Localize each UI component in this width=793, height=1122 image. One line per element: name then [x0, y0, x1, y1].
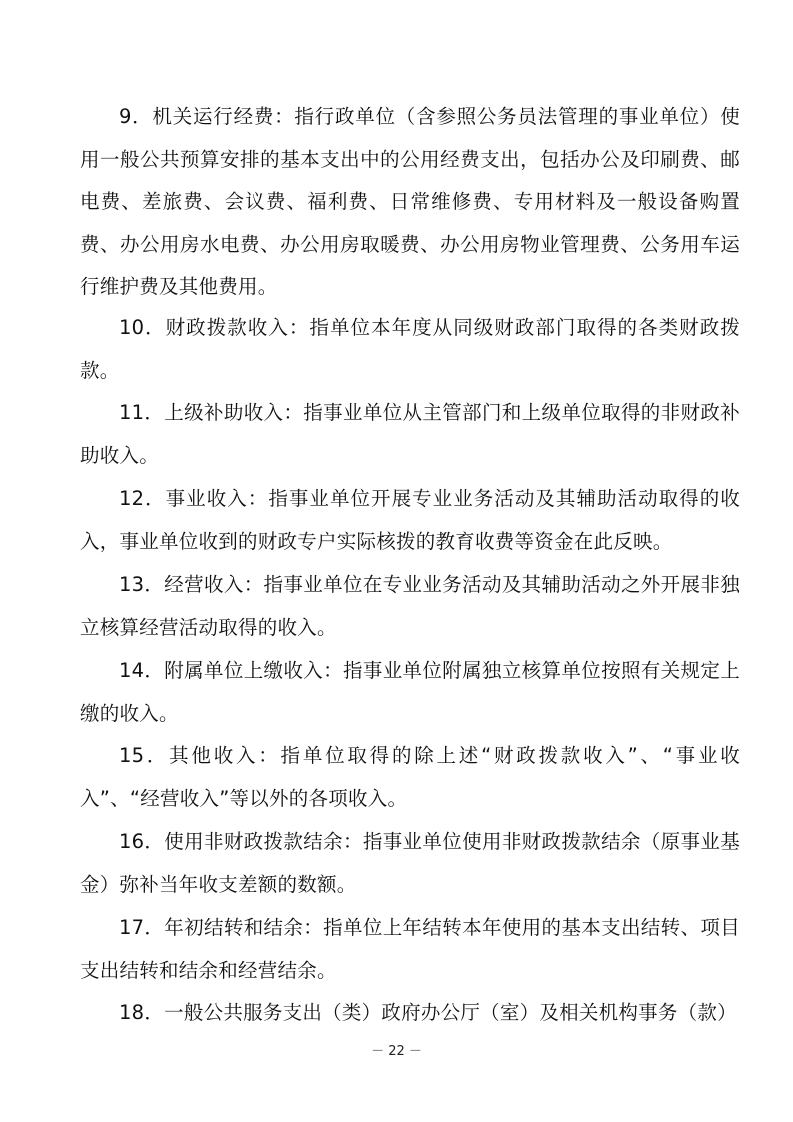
paragraph-item-15: 15．其他收入：指单位取得的除上述“财政拨款收入”、“事业收入”、“经营收入”等以外的各项收入。 [80, 744, 740, 810]
paragraph-item-12: 12．事业收入：指事业单位开展专业业务活动及其辅助活动取得的收入，事业单位收到的财政专户实际核拨的教育收费等资金在此反映。 [80, 487, 740, 553]
paragraph-item-10: 10．财政拨款收入：指单位本年度从同级财政部门取得的各类财政拨款。 [80, 316, 740, 382]
page-number: － 22 － [371, 1044, 422, 1059]
paragraph-item-9: 9．机关运行经费：指行政单位（含参照公务员法管理的事业单位）使用一般公共预算安排的基本支出中的公用经费支出，包括办公及印刷费、邮电费、差旅费、会议费、福利费、日常维修费、专用材料及一般设备购置费、办公用房水电费、办公用房取暖费、办公用房物业管理费、公务用车运行维护费及其他费用。 [80, 105, 740, 298]
paragraph-item-18: 18．一般公共服务支出（类）政府办公厅（室）及相关机构事务（款） [119, 1001, 737, 1024]
paragraph-item-13: 13．经营收入：指事业单位在专业业务活动及其辅助活动之外开展非独立核算经营活动取得的收入。 [80, 573, 740, 639]
paragraph-item-17: 17．年初结转和结余：指单位上年结转本年使用的基本支出结转、项目支出结转和结余和经营结余。 [80, 916, 740, 982]
paragraph-item-14: 14．附属单位上缴收入：指事业单位附属独立核算单位按照有关规定上缴的收入。 [80, 659, 740, 725]
paragraph-item-16: 16．使用非财政拨款结余：指事业单位使用非财政拨款结余（原事业基金）弥补当年收支差额的数额。 [80, 830, 740, 896]
paragraph-item-11: 11．上级补助收入：指事业单位从主管部门和上级单位取得的非财政补助收入。 [80, 401, 740, 467]
